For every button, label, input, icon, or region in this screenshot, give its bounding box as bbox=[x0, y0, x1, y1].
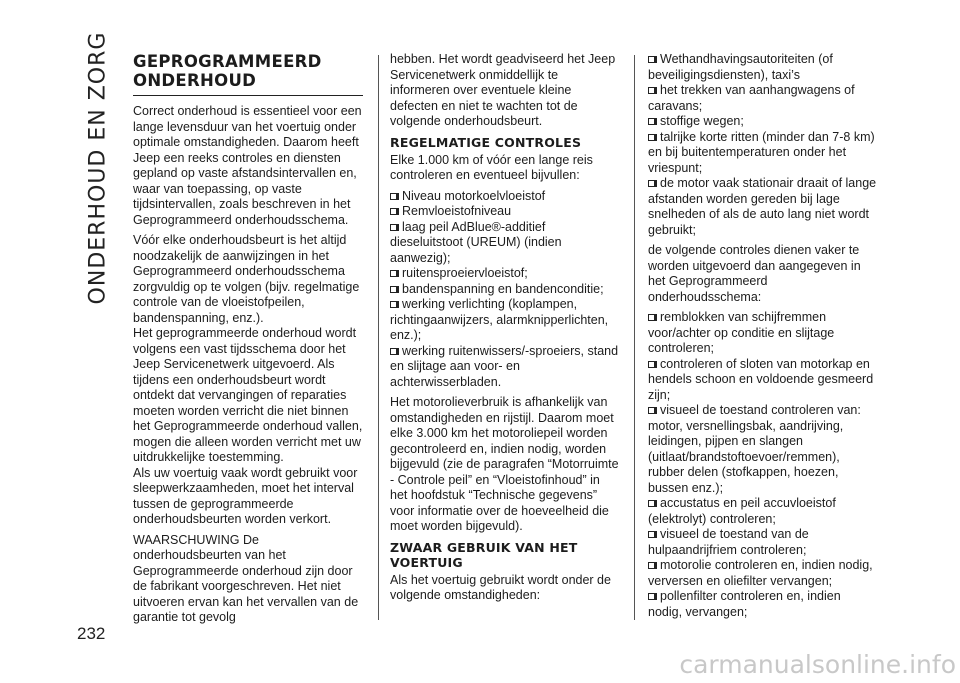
bullet-icon bbox=[390, 193, 399, 200]
subsection-heading: ZWAAR GEBRUIK VAN HET VOERTUIG bbox=[390, 539, 578, 570]
list-item: motorolie controleren en, indien nodig, verversen en oliefilter vervangen; bbox=[648, 558, 873, 588]
list-item: talrijke korte ritten (minder dan 7-8 km) en bij buitentemperaturen onder het vriespunt; bbox=[648, 129, 875, 175]
paragraph: Het motorolieverbruik is afhankelijk van omstandigheden en rijstijl. Daarom moet elke 3.000 km het motoroliepeil worden gecontroleerd en, indien nodig, worden bijgevuld (zie de paragrafen “Motorruimte - Controle peil” en “Vloeistofinhoud” in het hoofdstuk “Technische gegevens” voor informatie over de hoeveelheid die moet worden bijgevuld). bbox=[390, 395, 619, 533]
column-divider bbox=[634, 55, 635, 620]
list-item: Wethandhavingsautoriteiten (of beveiligingsdiensten), taxi’s bbox=[648, 52, 833, 82]
bullet-icon bbox=[390, 270, 399, 277]
bullet-icon bbox=[390, 286, 399, 293]
column-2 bbox=[390, 52, 620, 609]
page-number: 232 bbox=[77, 624, 106, 643]
list-item: de motor vaak stationair draait of lange afstanden worden gereden bij lage snelheden of als de auto lang niet wordt gebruikt; bbox=[648, 176, 877, 237]
bullet-list bbox=[390, 189, 620, 391]
list-item: het trekken van aanhangwagens of caravans; bbox=[648, 83, 855, 113]
bullet-list bbox=[648, 52, 878, 238]
column-3 bbox=[648, 52, 878, 620]
bullet-icon bbox=[648, 531, 657, 538]
paragraph: Correct onderhoud is essentieel voor een lange levensduur van het voertuig onder optimale omstandigheden. Daarom heeft Jeep een reeks controles en diensten gepland op vaste afstandsintervallen en, waar van toepassing, op vaste tijdsintervallen, zoals beschreven in het Geprogrammeerd onderhoudsschema. bbox=[133, 104, 362, 227]
bullet-icon bbox=[648, 562, 657, 569]
bullet-icon bbox=[390, 208, 399, 215]
bullet-icon bbox=[648, 407, 657, 414]
column-divider bbox=[378, 55, 379, 620]
list-item: accustatus en peil accuvloeistof (elektrolyt) controleren; bbox=[648, 496, 836, 526]
bullet-icon bbox=[648, 87, 657, 94]
warning-paragraph: WAARSCHUWING De onderhoudsbeurten van het Geprogrammeerde onderhoud zijn door de fabrikant voorgeschreven. Het niet uitvoeren ervan kan het vervallen van de garantie tot gevolg bbox=[133, 532, 359, 624]
paragraph: Elke 1.000 km of vóór een lange reis controleren en eventueel bijvullen: bbox=[390, 152, 593, 182]
bullet-icon bbox=[648, 180, 657, 187]
list-item: Niveau motorkoelvloeistof bbox=[390, 189, 620, 205]
bullet-icon bbox=[648, 314, 657, 321]
bullet-icon bbox=[390, 224, 399, 231]
list-item: visueel de toestand controleren van: motor, versnellingsbak, aandrijving, leidingen, pijpen en slangen (uitlaat/brandstoftoevoer/remmen), rubber delen (stofkappen, hoezen, bussen enz.); bbox=[648, 403, 861, 495]
bullet-icon bbox=[390, 348, 399, 355]
bullet-icon bbox=[648, 134, 657, 141]
bullet-icon bbox=[648, 593, 657, 600]
bullet-list bbox=[648, 310, 878, 620]
list-item: werking ruitenwissers/-sproeiers, stand en slijtage aan voor- en achterwisserbladen. bbox=[390, 343, 619, 389]
list-item: ruitensproeiervloeistof; bbox=[390, 266, 620, 282]
bullet-icon bbox=[648, 361, 657, 368]
paragraph: de volgende controles dienen vaker te worden uitgevoerd dan aangegeven in het Geprogrammeerd onderhoudsschema: bbox=[648, 243, 861, 304]
paragraph: Als het voertuig gebruikt wordt onder de volgende omstandigheden: bbox=[390, 572, 611, 602]
section-heading: GEPROGRAMMEERD ONDERHOUD bbox=[133, 52, 363, 96]
bullet-icon bbox=[648, 500, 657, 507]
list-item: bandenspanning en bandenconditie; bbox=[390, 282, 620, 298]
list-item: laag peil AdBlue®-additief dieseluitstoot (UREUM) (indien aanwezig); bbox=[390, 219, 562, 265]
list-item: pollenfilter controleren en, indien nodig, vervangen; bbox=[648, 589, 841, 619]
paragraph: hebben. Het wordt geadviseerd het Jeep Servicenetwerk onmiddellijk te informeren over eventuele kleine defecten en niet te wachten tot de volgende onderhoudsbeurt. bbox=[390, 52, 616, 128]
column-1 bbox=[133, 52, 363, 631]
paragraph: Vóór elke onderhoudsbeurt is het altijd noodzakelijk de aanwijzingen in het Geprogrammeerd onderhoudsschema zorgvuldig op te volgen (bijv. regelmatige controle van de vloeistofpeilen, bandenspanning, enz.). Het geprogrammeerde onderhoud wordt volgens een vast tijdsschema door het Jeep Servicenetwerk uitgevoerd. Als tijdens een onderhoudsbeurt wordt ontdekt dat vervangingen of reparaties moeten worden verricht die niet binnen het Geprogrammeerde onderhoud vallen, mogen die alleen worden verricht met uw uitdrukkelijke toestemming. Als uw voertuig vaak wordt gebruikt voor sleepwerkzaamheden, moet het interval tussen de geprogrammeerde onderhoudsbeurten worden verkort. bbox=[133, 233, 363, 526]
watermark: carmanualsonline.info bbox=[679, 650, 956, 679]
bullet-icon bbox=[648, 56, 657, 63]
list-item: werking verlichting (koplampen, richtingaanwijzers, alarmknipperlichten, enz.); bbox=[390, 297, 609, 342]
chapter-side-title: ONDERHOUD EN ZORG bbox=[85, 31, 111, 304]
list-item: visueel de toestand van de hulpaandrijfriem controleren; bbox=[648, 527, 809, 557]
list-item: remblokken van schijfremmen voor/achter op conditie en slijtage controleren; bbox=[648, 310, 835, 355]
bullet-icon bbox=[648, 118, 657, 125]
list-item: stoffige wegen; bbox=[648, 114, 878, 130]
bullet-icon bbox=[390, 301, 399, 308]
list-item: Remvloeistofniveau bbox=[390, 204, 620, 220]
list-item: controleren of sloten van motorkap en hendels schoon en voldoende gesmeerd zijn; bbox=[648, 356, 874, 402]
subsection-heading: REGELMATIGE CONTROLES bbox=[390, 134, 582, 150]
